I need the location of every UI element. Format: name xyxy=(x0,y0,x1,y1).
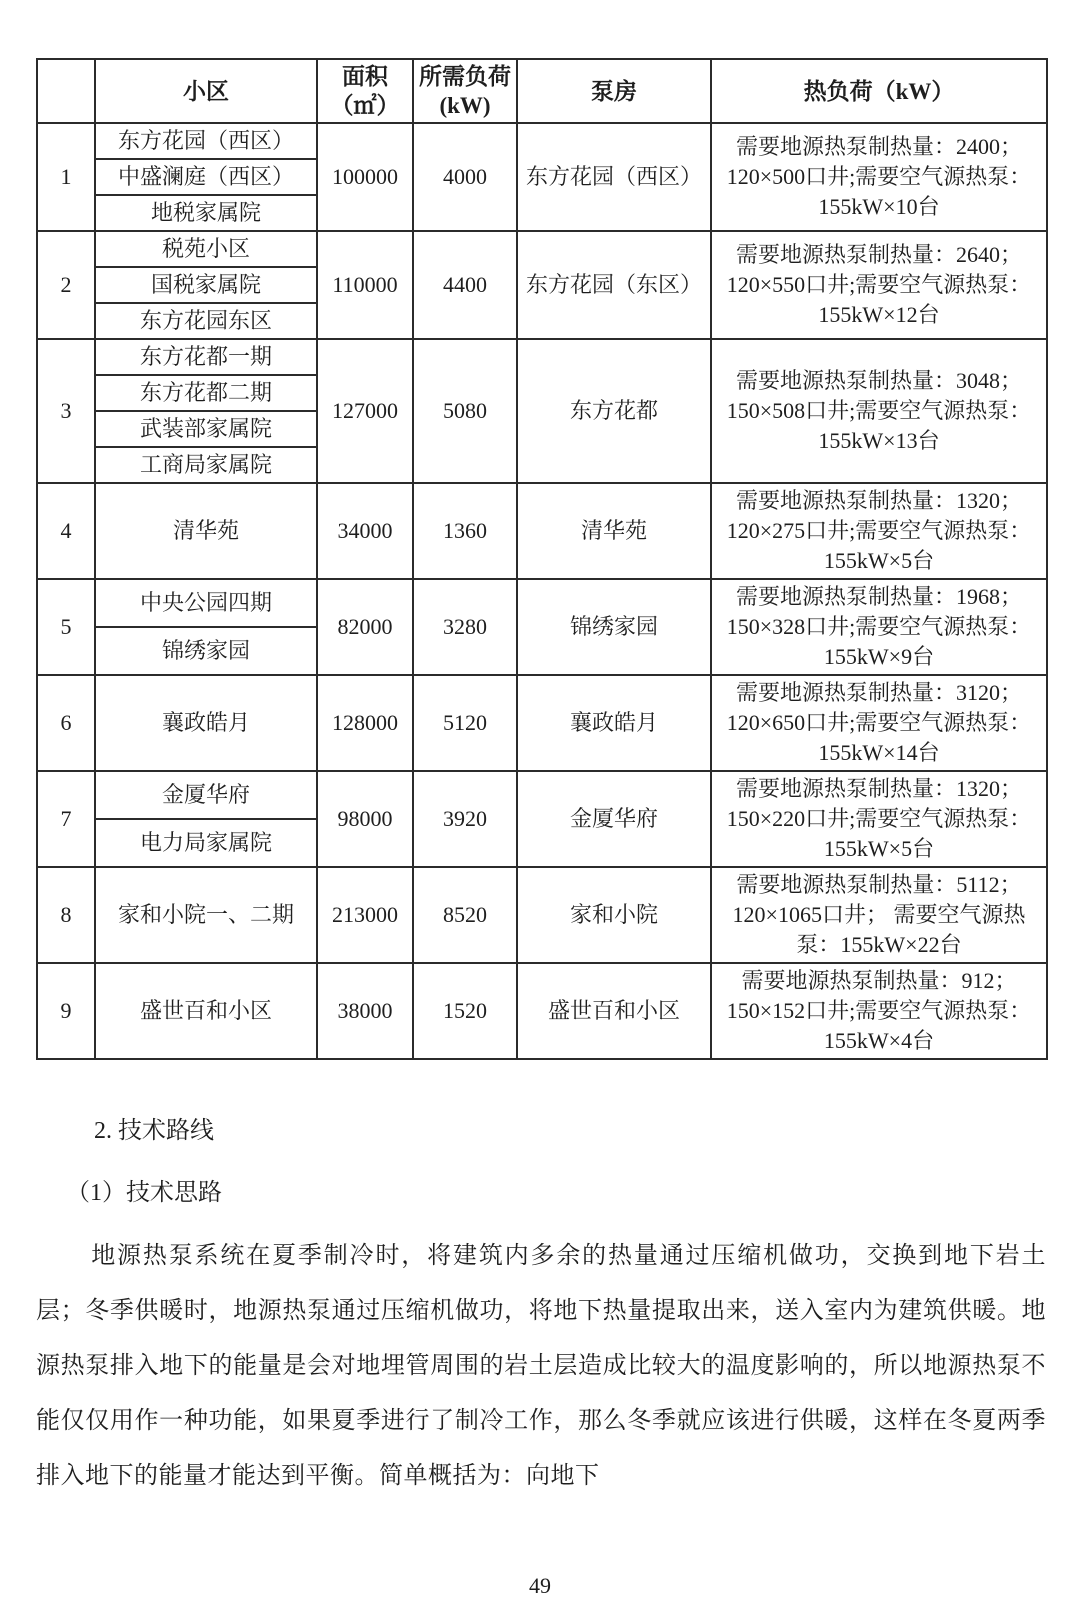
header-community: 小区 xyxy=(95,59,317,123)
heat-cell: 需要地源热泵制热量：5112；120×1065口井； 需要空气源热泵：155kW×22台 xyxy=(711,867,1047,963)
page-number: 49 xyxy=(529,1573,551,1598)
section-heading-technical-idea: （1）技术思路 xyxy=(66,1180,222,1206)
community-cell: 锦绣家园 xyxy=(95,627,317,675)
pump-cell: 锦绣家园 xyxy=(517,579,711,675)
table-row xyxy=(37,963,1047,1059)
community-cell: 家和小院一、二期 xyxy=(95,867,317,963)
pump-cell: 东方花园（西区） xyxy=(517,123,711,231)
load-cell: 3280 xyxy=(413,579,517,675)
community-cell: 东方花园东区 xyxy=(95,303,317,339)
table-header-row xyxy=(37,59,1047,123)
pump-cell: 东方花园（东区） xyxy=(517,231,711,339)
load-cell: 1360 xyxy=(413,483,517,579)
load-cell: 4000 xyxy=(413,123,517,231)
header-load: 所需负荷(kW) xyxy=(413,59,517,123)
community-cell: 东方花园（西区） xyxy=(95,123,317,159)
community-cell: 武装部家属院 xyxy=(95,411,317,447)
load-cell: 1520 xyxy=(413,963,517,1059)
row-number: 5 xyxy=(37,579,95,675)
community-cell: 电力局家属院 xyxy=(95,819,317,867)
row-number: 1 xyxy=(37,123,95,231)
row-number: 4 xyxy=(37,483,95,579)
body-paragraph: 地源热泵系统在夏季制冷时，将建筑内多余的热量通过压缩机做功，交换到地下岩土层；冬季供暖时，地源热泵通过压缩机做功，将地下热量提取出来，送入室内为建筑供暖。地源热泵排入地下的能量是会对地埋管周围的岩土层造成比较大的温度影响的，所以地源热泵不能仅仅用作一种功能，如果夏季进行了制冷工作，那么冬季就应该进行供暖，这样在冬夏两季排入地下的能量才能达到平衡。简单概括为：向地下 xyxy=(36,1243,1046,1489)
load-cell: 8520 xyxy=(413,867,517,963)
community-cell: 地税家属院 xyxy=(95,195,317,231)
heat-cell: 需要地源热泵制热量：1320；120×275口井;需要空气源热泵：155kW×5台 xyxy=(711,483,1047,579)
pump-cell: 盛世百和小区 xyxy=(517,963,711,1059)
area-cell: 38000 xyxy=(317,963,413,1059)
table-row xyxy=(37,231,1047,267)
row-number: 3 xyxy=(37,339,95,483)
area-cell: 98000 xyxy=(317,771,413,867)
table-row xyxy=(37,675,1047,771)
area-cell: 34000 xyxy=(317,483,413,579)
header-pump: 泵房 xyxy=(517,59,711,123)
community-cell: 金厦华府 xyxy=(95,771,317,819)
community-cell: 中盛澜庭（西区） xyxy=(95,159,317,195)
section-heading-technical-route: 2. 技术路线 xyxy=(94,1118,214,1144)
area-cell: 127000 xyxy=(317,339,413,483)
heating-load-table xyxy=(36,58,1048,1060)
table-row xyxy=(37,771,1047,819)
community-cell: 清华苑 xyxy=(95,483,317,579)
heat-cell: 需要地源热泵制热量：2400；120×500口井;需要空气源热泵：155kW×10台 xyxy=(711,123,1047,231)
community-cell: 中央公园四期 xyxy=(95,579,317,627)
pump-cell: 金厦华府 xyxy=(517,771,711,867)
community-cell: 东方花都二期 xyxy=(95,375,317,411)
area-cell: 213000 xyxy=(317,867,413,963)
community-cell: 东方花都一期 xyxy=(95,339,317,375)
area-cell: 110000 xyxy=(317,231,413,339)
table-row xyxy=(37,867,1047,963)
table-row xyxy=(37,579,1047,627)
heat-cell: 需要地源热泵制热量：1968；150×328口井;需要空气源热泵：155kW×9台 xyxy=(711,579,1047,675)
heat-cell: 需要地源热泵制热量：2640；120×550口井;需要空气源热泵：155kW×12台 xyxy=(711,231,1047,339)
community-cell: 工商局家属院 xyxy=(95,447,317,483)
table-row xyxy=(37,123,1047,159)
load-cell: 5080 xyxy=(413,339,517,483)
pump-cell: 清华苑 xyxy=(517,483,711,579)
pump-cell: 东方花都 xyxy=(517,339,711,483)
area-cell: 100000 xyxy=(317,123,413,231)
table-row xyxy=(37,339,1047,375)
heat-cell: 需要地源热泵制热量：3120；120×650口井;需要空气源热泵：155kW×14台 xyxy=(711,675,1047,771)
load-cell: 5120 xyxy=(413,675,517,771)
row-number: 6 xyxy=(37,675,95,771)
community-cell: 盛世百和小区 xyxy=(95,963,317,1059)
row-number: 8 xyxy=(37,867,95,963)
row-number: 9 xyxy=(37,963,95,1059)
heat-cell: 需要地源热泵制热量：1320；150×220口井;需要空气源热泵：155kW×5台 xyxy=(711,771,1047,867)
header-heat: 热负荷（kW） xyxy=(711,59,1047,123)
heat-cell: 需要地源热泵制热量：3048；150×508口井;需要空气源热泵：155kW×13台 xyxy=(711,339,1047,483)
community-cell: 国税家属院 xyxy=(95,267,317,303)
area-cell: 128000 xyxy=(317,675,413,771)
header-index xyxy=(37,59,95,123)
header-area: 面积（㎡） xyxy=(317,59,413,123)
community-cell: 税苑小区 xyxy=(95,231,317,267)
load-cell: 4400 xyxy=(413,231,517,339)
load-cell: 3920 xyxy=(413,771,517,867)
community-cell: 襄政皓月 xyxy=(95,675,317,771)
pump-cell: 家和小院 xyxy=(517,867,711,963)
table-row xyxy=(37,483,1047,579)
row-number: 7 xyxy=(37,771,95,867)
heat-cell: 需要地源热泵制热量：912；150×152口井;需要空气源热泵：155kW×4台 xyxy=(711,963,1047,1059)
row-number: 2 xyxy=(37,231,95,339)
area-cell: 82000 xyxy=(317,579,413,675)
pump-cell: 襄政皓月 xyxy=(517,675,711,771)
